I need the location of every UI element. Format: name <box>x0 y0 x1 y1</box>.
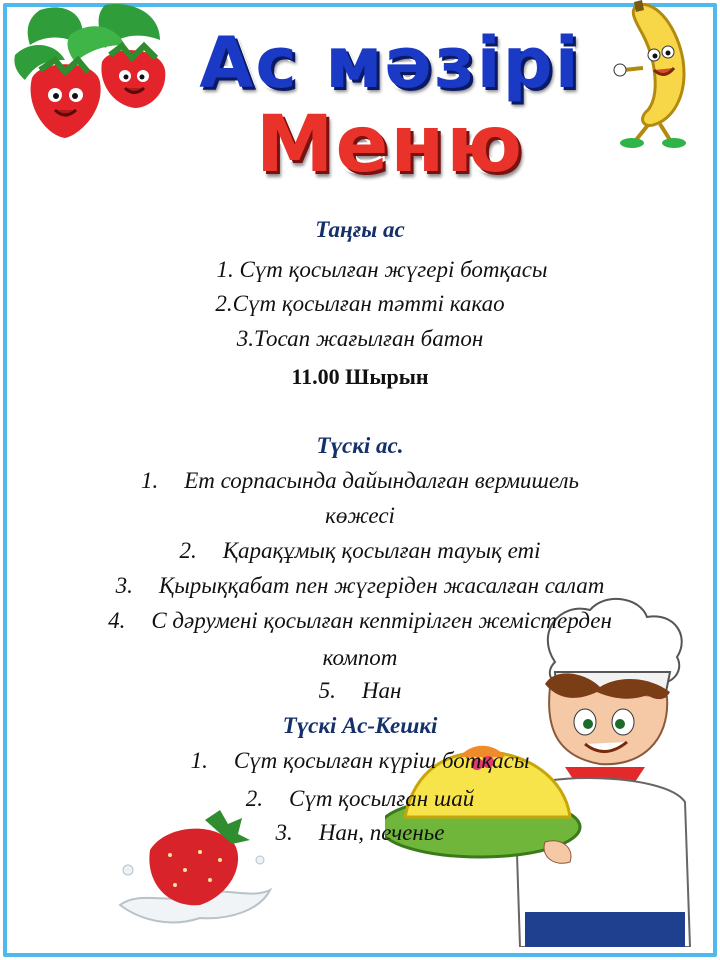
title-line-2: Меню <box>255 100 525 190</box>
strawberries-illustration <box>10 0 175 145</box>
lunch-item-5: 5. Нан <box>318 678 402 703</box>
title-block <box>180 22 600 190</box>
afternoon-item-3: 3. Нан, печенье <box>275 820 445 845</box>
lunch-item-4-cont: компот <box>322 645 398 670</box>
strawberry-left-icon <box>31 60 101 138</box>
afternoon-item-2: 2. Сүт қосылған шай <box>245 786 475 811</box>
afternoon-heading: Түскі Ас-Кешкі <box>282 713 438 738</box>
lunch-item-3: 3. Қырыққабат пен жүгеріден жасалған салат <box>115 573 605 598</box>
breakfast-item-1: 1. Сүт қосылған жүгері ботқасы <box>216 257 548 282</box>
afternoon-item-1: 1. Сүт қосылған күріш ботқасы <box>190 748 530 773</box>
breakfast-item-3: 3.Тосап жағылған батон <box>236 326 484 351</box>
breakfast-item-2: 2.Сүт қосылған тәтті какао <box>215 291 505 316</box>
lunch-item-2: 2. Қарақұмық қосылған тауық еті <box>179 538 541 563</box>
breakfast-heading: Таңғы ас <box>315 217 405 242</box>
lunch-item-1: 1. Ет сорпасында дайындалған вермишель <box>140 468 579 493</box>
banana-character-illustration <box>598 0 708 155</box>
strawberry-right-icon <box>101 46 165 108</box>
snack-time: 11.00 Шырын <box>291 364 429 389</box>
title-line-1: Ас мәзірі <box>199 22 581 104</box>
lunch-item-1-cont: көжесі <box>325 503 395 528</box>
lunch-item-4: 4. С дәрумені қосылған кептірілген жемістерден <box>108 608 612 633</box>
lunch-heading: Түскі ас. <box>316 433 404 458</box>
